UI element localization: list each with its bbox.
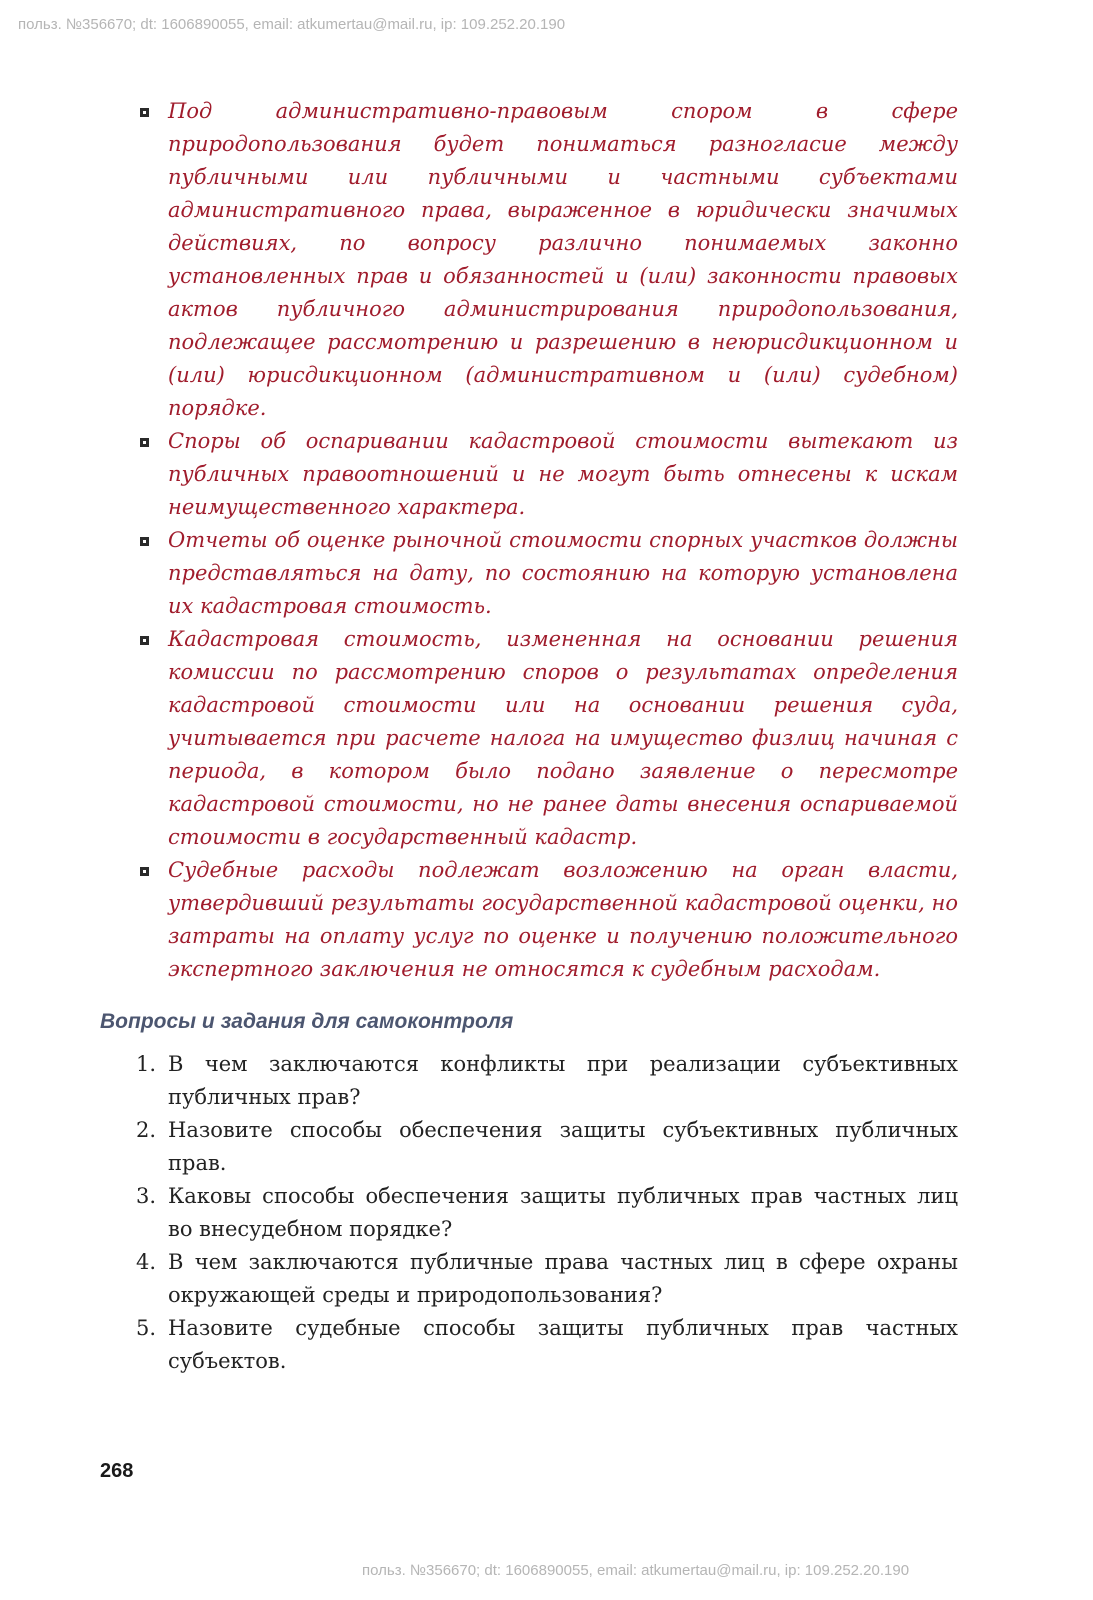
question-text: Каковы способы обеспечения защиты публичных прав частных лиц во внесудебном порядке? [168,1184,958,1241]
key-point-text: Отчеты об оценке рыночной стоимости спорных участков должны представляться на дату, по состоянию на которую установлена их кадастровая стоимость. [168,528,958,618]
key-point-item [140,425,958,524]
key-point-text: Судебные расходы подлежат возложению на орган власти, утвердивший результаты государственной кадастровой оценки, но затраты на оплату услуг по оценке и получению положительного экспертного заключения не относятся к судебным расходам. [168,858,958,981]
question-number: 1. [136,1052,157,1076]
square-bullet-icon [140,636,149,645]
key-point-text: Под административно-правовым спором в сфере природопользования будет пониматься разногласие между публичными или публичными и частными субъектами административного права, выраженное в юридически значимых действиях, по вопросу различно понимаемых законно установленных прав и обязанностей и (или) законности правовых актов публичного администрирования природопользования, подлежащее рассмотрению и разрешению в неюрисдикционном и (или) юрисдикционном (административном и (или) судебном) порядке. [168,99,958,420]
key-point-item [140,524,958,623]
square-bullet-icon [140,108,149,117]
question-item [136,1114,958,1180]
watermark-top: польз. №356670; dt: 1606890055, email: atkumertau@mail.ru, ip: 109.252.20.190 [18,16,566,33]
key-point-text: Кадастровая стоимость, измененная на основании решения комиссии по рассмотрению споров о результатах определения кадастровой стоимости или на основании решения суда, учитывается при расчете налога на имущество физлиц начиная с периода, в котором было подано заявление о пересмотре кадастровой стоимости, но не ранее даты внесения оспариваемой стоимости в государственный кадастр. [168,627,958,849]
question-item [136,1312,958,1378]
key-point-item [140,95,958,425]
question-number: 4. [136,1250,157,1274]
questions-list [136,1048,958,1378]
page-number: 268 [100,1460,134,1482]
question-number: 3. [136,1184,157,1208]
question-text: В чем заключаются публичные права частных лиц в сфере охраны окружающей среды и природопользования? [168,1250,958,1307]
square-bullet-icon [140,537,149,546]
question-item [136,1180,958,1246]
question-text: Назовите способы обеспечения защиты субъективных публичных прав. [168,1118,958,1175]
question-item [136,1246,958,1312]
square-bullet-icon [140,438,149,447]
question-item [136,1048,958,1114]
question-text: В чем заключаются конфликты при реализации субъективных публичных прав? [168,1052,958,1109]
section-title: Вопросы и задания для самоконтроля [100,1010,514,1033]
key-point-text: Споры об оспаривании кадастровой стоимости вытекают из публичных правоотношений и не могут быть отнесены к искам неимущественного характера. [168,429,958,519]
square-bullet-icon [140,867,149,876]
question-number: 2. [136,1118,157,1142]
key-points-list [140,95,958,986]
key-point-item [140,854,958,986]
key-point-item [140,623,958,854]
question-text: Назовите судебные способы защиты публичных прав частных субъектов. [168,1316,958,1373]
watermark-bottom: польз. №356670; dt: 1606890055, email: atkumertau@mail.ru, ip: 109.252.20.190 [362,1562,910,1579]
question-number: 5. [136,1316,157,1340]
